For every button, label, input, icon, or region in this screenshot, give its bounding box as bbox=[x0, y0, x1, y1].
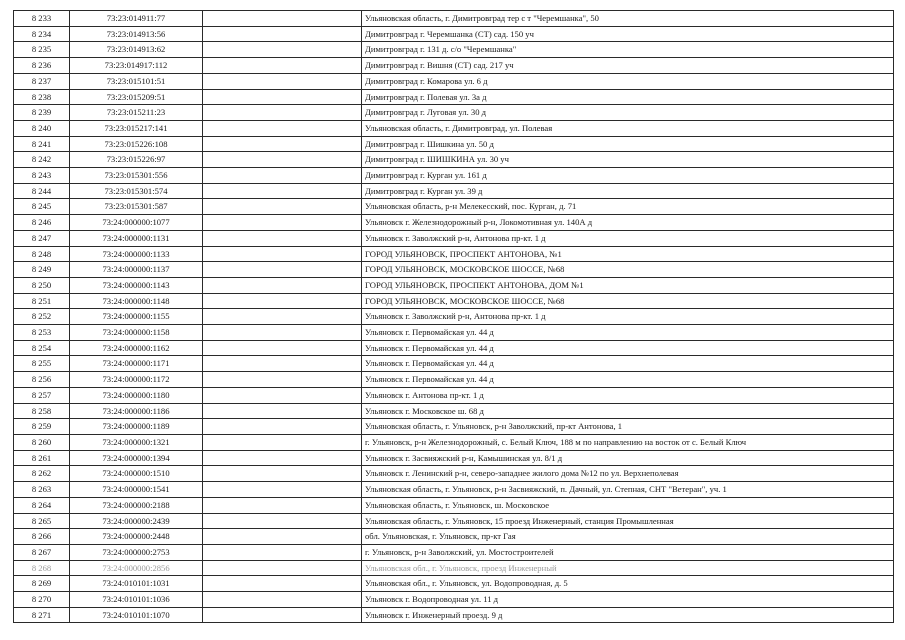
table-row bbox=[14, 372, 894, 388]
table-row bbox=[14, 529, 894, 545]
address-cell: Ульяновск г. Заволжский р-н, Антонова пр-кт. 1 д bbox=[362, 230, 894, 246]
table-row bbox=[14, 246, 894, 262]
row-number-cell: 8 258 bbox=[14, 403, 70, 419]
registry-body bbox=[14, 11, 894, 623]
address-cell: Димитровград г. Курган ул. 161 д bbox=[362, 168, 894, 184]
empty-cell bbox=[203, 105, 362, 121]
cadastral-number-cell: 73:24:000000:2188 bbox=[70, 497, 203, 513]
table-row bbox=[14, 183, 894, 199]
cadastral-number-cell: 73:24:010101:1070 bbox=[70, 607, 203, 623]
cadastral-number-cell: 73:24:000000:1131 bbox=[70, 230, 203, 246]
row-number-cell: 8 256 bbox=[14, 372, 70, 388]
cadastral-number-cell: 73:24:000000:1394 bbox=[70, 450, 203, 466]
cadastral-number-cell: 73:24:000000:1143 bbox=[70, 277, 203, 293]
empty-cell bbox=[203, 120, 362, 136]
address-cell: Ульяновская область, г. Ульяновск, р-н Заволжский, пр-кт Антонова, 1 bbox=[362, 419, 894, 435]
address-cell: Димитровград г. ШИШКИНА ул. 30 уч bbox=[362, 152, 894, 168]
row-number-cell: 8 254 bbox=[14, 340, 70, 356]
cadastral-number-cell: 73:24:000000:1077 bbox=[70, 215, 203, 231]
table-row bbox=[14, 58, 894, 74]
row-number-cell: 8 255 bbox=[14, 356, 70, 372]
row-number-cell: 8 237 bbox=[14, 73, 70, 89]
empty-cell bbox=[203, 529, 362, 545]
table-row bbox=[14, 120, 894, 136]
row-number-cell: 8 241 bbox=[14, 136, 70, 152]
empty-cell bbox=[203, 293, 362, 309]
table-row bbox=[14, 560, 894, 576]
cadastral-number-cell: 73:24:000000:1180 bbox=[70, 387, 203, 403]
row-number-cell: 8 269 bbox=[14, 576, 70, 592]
table-row bbox=[14, 42, 894, 58]
address-cell: Ульяновск г. Первомайская ул. 44 д bbox=[362, 325, 894, 341]
table-row bbox=[14, 403, 894, 419]
cadastral-number-cell: 73:23:015209:51 bbox=[70, 89, 203, 105]
cadastral-number-cell: 73:23:014911:77 bbox=[70, 11, 203, 27]
address-cell: Димитровград г. Комарова ул. 6 д bbox=[362, 73, 894, 89]
cadastral-number-cell: 73:24:010101:1031 bbox=[70, 576, 203, 592]
table-row bbox=[14, 497, 894, 513]
address-cell: ГОРОД УЛЬЯНОВСК, ПРОСПЕКТ АНТОНОВА, ДОМ №1 bbox=[362, 277, 894, 293]
table-row bbox=[14, 277, 894, 293]
address-cell: Ульяновск г. Засвияжский р-н, Камышинская ул. 8/1 д bbox=[362, 450, 894, 466]
cadastral-number-cell: 73:24:000000:2439 bbox=[70, 513, 203, 529]
empty-cell bbox=[203, 513, 362, 529]
row-number-cell: 8 235 bbox=[14, 42, 70, 58]
address-cell: Ульяновск г. Железнодорожный р-н, Локомотивная ул. 140А д bbox=[362, 215, 894, 231]
cadastral-number-cell: 73:24:000000:1321 bbox=[70, 434, 203, 450]
table-row bbox=[14, 482, 894, 498]
address-cell: Димитровград г. Полевая ул. 3а д bbox=[362, 89, 894, 105]
cadastral-number-cell: 73:24:000000:1510 bbox=[70, 466, 203, 482]
empty-cell bbox=[203, 544, 362, 560]
address-cell: Димитровград г. Курган ул. 39 д bbox=[362, 183, 894, 199]
table-row bbox=[14, 152, 894, 168]
address-cell: Ульяновск г. Инженерный проезд. 9 д bbox=[362, 607, 894, 623]
address-cell: обл. Ульяновская, г. Ульяновск, пр-кт Гая bbox=[362, 529, 894, 545]
cadastral-number-cell: 73:24:000000:1148 bbox=[70, 293, 203, 309]
table-row bbox=[14, 576, 894, 592]
empty-cell bbox=[203, 58, 362, 74]
cadastral-number-cell: 73:24:000000:2856 bbox=[70, 560, 203, 576]
row-number-cell: 8 252 bbox=[14, 309, 70, 325]
row-number-cell: 8 270 bbox=[14, 592, 70, 608]
address-cell: Ульяновск г. Антонова пр-кт. 1 д bbox=[362, 387, 894, 403]
cadastral-number-cell: 73:24:000000:1162 bbox=[70, 340, 203, 356]
table-row bbox=[14, 356, 894, 372]
empty-cell bbox=[203, 277, 362, 293]
empty-cell bbox=[203, 482, 362, 498]
empty-cell bbox=[203, 152, 362, 168]
row-number-cell: 8 262 bbox=[14, 466, 70, 482]
cadastral-number-cell: 73:23:014913:56 bbox=[70, 26, 203, 42]
address-cell: г. Ульяновск, р-н Заволжский, ул. Мостостроителей bbox=[362, 544, 894, 560]
empty-cell bbox=[203, 592, 362, 608]
row-number-cell: 8 239 bbox=[14, 105, 70, 121]
row-number-cell: 8 271 bbox=[14, 607, 70, 623]
address-cell: Ульяновск г. Первомайская ул. 44 д bbox=[362, 356, 894, 372]
empty-cell bbox=[203, 325, 362, 341]
row-number-cell: 8 250 bbox=[14, 277, 70, 293]
empty-cell bbox=[203, 215, 362, 231]
address-cell: Ульяновск г. Водопроводная ул. 11 д bbox=[362, 592, 894, 608]
empty-cell bbox=[203, 607, 362, 623]
table-row bbox=[14, 230, 894, 246]
empty-cell bbox=[203, 73, 362, 89]
table-row bbox=[14, 73, 894, 89]
empty-cell bbox=[203, 199, 362, 215]
row-number-cell: 8 266 bbox=[14, 529, 70, 545]
address-cell: Димитровград г. Луговая ул. 30 д bbox=[362, 105, 894, 121]
row-number-cell: 8 245 bbox=[14, 199, 70, 215]
cadastral-number-cell: 73:24:000000:1172 bbox=[70, 372, 203, 388]
row-number-cell: 8 247 bbox=[14, 230, 70, 246]
address-cell: Ульяновск г. Ленинский р-н, северо-западнее жилого дома №12 по ул. Верхнеполевая bbox=[362, 466, 894, 482]
row-number-cell: 8 243 bbox=[14, 168, 70, 184]
table-row bbox=[14, 466, 894, 482]
empty-cell bbox=[203, 136, 362, 152]
address-cell: Димитровград г. 131 д. с/о "Черемшанка" bbox=[362, 42, 894, 58]
cadastral-number-cell: 73:24:000000:1155 bbox=[70, 309, 203, 325]
address-cell: г. Ульяновск, р-н Железнодорожный, с. Белый Ключ, 188 м по направлению на восток от с. Белый Ключ bbox=[362, 434, 894, 450]
empty-cell bbox=[203, 466, 362, 482]
empty-cell bbox=[203, 497, 362, 513]
table-row bbox=[14, 387, 894, 403]
row-number-cell: 8 253 bbox=[14, 325, 70, 341]
row-number-cell: 8 244 bbox=[14, 183, 70, 199]
cadastral-number-cell: 73:23:014913:62 bbox=[70, 42, 203, 58]
cadastral-number-cell: 73:24:000000:1137 bbox=[70, 262, 203, 278]
address-cell: Ульяновская область, г. Димитровград тер с т "Черемшанка", 50 bbox=[362, 11, 894, 27]
empty-cell bbox=[203, 168, 362, 184]
empty-cell bbox=[203, 560, 362, 576]
address-cell: Ульяновск г. Заволжский р-н, Антонова пр-кт. 1 д bbox=[362, 309, 894, 325]
row-number-cell: 8 249 bbox=[14, 262, 70, 278]
address-cell: Ульяновск г. Московское ш. 68 д bbox=[362, 403, 894, 419]
empty-cell bbox=[203, 576, 362, 592]
empty-cell bbox=[203, 419, 362, 435]
empty-cell bbox=[203, 230, 362, 246]
cadastral-number-cell: 73:24:000000:1541 bbox=[70, 482, 203, 498]
table-row bbox=[14, 513, 894, 529]
table-row bbox=[14, 434, 894, 450]
table-row bbox=[14, 544, 894, 560]
address-cell: Димитровград г. Шишкина ул. 50 д bbox=[362, 136, 894, 152]
table-row bbox=[14, 136, 894, 152]
row-number-cell: 8 248 bbox=[14, 246, 70, 262]
empty-cell bbox=[203, 11, 362, 27]
row-number-cell: 8 263 bbox=[14, 482, 70, 498]
address-cell: Ульяновск г. Первомайская ул. 44 д bbox=[362, 372, 894, 388]
row-number-cell: 8 240 bbox=[14, 120, 70, 136]
address-cell: Димитровград г. Черемшанка (СТ) сад. 150 уч bbox=[362, 26, 894, 42]
table-row bbox=[14, 309, 894, 325]
table-row bbox=[14, 105, 894, 121]
cadastral-number-cell: 73:23:015226:97 bbox=[70, 152, 203, 168]
empty-cell bbox=[203, 450, 362, 466]
address-cell: Ульяновск г. Первомайская ул. 44 д bbox=[362, 340, 894, 356]
table-row bbox=[14, 340, 894, 356]
row-number-cell: 8 260 bbox=[14, 434, 70, 450]
row-number-cell: 8 268 bbox=[14, 560, 70, 576]
row-number-cell: 8 242 bbox=[14, 152, 70, 168]
empty-cell bbox=[203, 42, 362, 58]
table-row bbox=[14, 592, 894, 608]
empty-cell bbox=[203, 26, 362, 42]
cadastral-number-cell: 73:23:014917:112 bbox=[70, 58, 203, 74]
address-cell: Ульяновская область, г. Ульяновск, ш. Московское bbox=[362, 497, 894, 513]
empty-cell bbox=[203, 340, 362, 356]
table-row bbox=[14, 89, 894, 105]
cadastral-number-cell: 73:23:015217:141 bbox=[70, 120, 203, 136]
empty-cell bbox=[203, 403, 362, 419]
empty-cell bbox=[203, 309, 362, 325]
cadastral-number-cell: 73:24:000000:2753 bbox=[70, 544, 203, 560]
address-cell: Ульяновская область, г. Ульяновск, р-н Засвияжский, п. Дачный, ул. Степная, СНТ "Ветеран", уч. 1 bbox=[362, 482, 894, 498]
row-number-cell: 8 261 bbox=[14, 450, 70, 466]
cadastral-number-cell: 73:23:015101:51 bbox=[70, 73, 203, 89]
table-row bbox=[14, 199, 894, 215]
address-cell: ГОРОД УЛЬЯНОВСК, МОСКОВСКОЕ ШОССЕ, №68 bbox=[362, 262, 894, 278]
cadastral-number-cell: 73:24:000000:1171 bbox=[70, 356, 203, 372]
row-number-cell: 8 264 bbox=[14, 497, 70, 513]
empty-cell bbox=[203, 262, 362, 278]
cadastral-number-cell: 73:23:015301:574 bbox=[70, 183, 203, 199]
row-number-cell: 8 234 bbox=[14, 26, 70, 42]
empty-cell bbox=[203, 372, 362, 388]
address-cell: Ульяновская обл., г. Ульяновск, ул. Водопроводная, д. 5 bbox=[362, 576, 894, 592]
empty-cell bbox=[203, 434, 362, 450]
registry-table bbox=[13, 10, 894, 623]
table-row bbox=[14, 168, 894, 184]
empty-cell bbox=[203, 356, 362, 372]
cadastral-number-cell: 73:23:015211:23 bbox=[70, 105, 203, 121]
row-number-cell: 8 259 bbox=[14, 419, 70, 435]
cadastral-number-cell: 73:23:015226:108 bbox=[70, 136, 203, 152]
empty-cell bbox=[203, 246, 362, 262]
cadastral-number-cell: 73:24:000000:2448 bbox=[70, 529, 203, 545]
address-cell: ГОРОД УЛЬЯНОВСК, МОСКОВСКОЕ ШОССЕ, №68 bbox=[362, 293, 894, 309]
table-row bbox=[14, 607, 894, 623]
row-number-cell: 8 236 bbox=[14, 58, 70, 74]
row-number-cell: 8 238 bbox=[14, 89, 70, 105]
row-number-cell: 8 251 bbox=[14, 293, 70, 309]
row-number-cell: 8 233 bbox=[14, 11, 70, 27]
address-cell: Димитровград г. Вишня (СТ) сад. 217 уч bbox=[362, 58, 894, 74]
address-cell: ГОРОД УЛЬЯНОВСК, ПРОСПЕКТ АНТОНОВА, №1 bbox=[362, 246, 894, 262]
cadastral-number-cell: 73:24:000000:1133 bbox=[70, 246, 203, 262]
table-row bbox=[14, 325, 894, 341]
row-number-cell: 8 257 bbox=[14, 387, 70, 403]
table-row bbox=[14, 262, 894, 278]
table-row bbox=[14, 293, 894, 309]
table-row bbox=[14, 11, 894, 27]
address-cell: Ульяновская область, р-н Мелекесский, пос. Курган, д. 71 bbox=[362, 199, 894, 215]
cadastral-number-cell: 73:23:015301:587 bbox=[70, 199, 203, 215]
cadastral-number-cell: 73:24:000000:1186 bbox=[70, 403, 203, 419]
cadastral-number-cell: 73:24:000000:1158 bbox=[70, 325, 203, 341]
cadastral-number-cell: 73:23:015301:556 bbox=[70, 168, 203, 184]
cadastral-number-cell: 73:24:000000:1189 bbox=[70, 419, 203, 435]
table-row bbox=[14, 450, 894, 466]
row-number-cell: 8 265 bbox=[14, 513, 70, 529]
address-cell: Ульяновская область, г. Димитровград, ул. Полевая bbox=[362, 120, 894, 136]
row-number-cell: 8 267 bbox=[14, 544, 70, 560]
address-cell: Ульяновская область, г. Ульяновск, 15 проезд Инженерный, станция Промышленная bbox=[362, 513, 894, 529]
empty-cell bbox=[203, 183, 362, 199]
table-row bbox=[14, 26, 894, 42]
empty-cell bbox=[203, 387, 362, 403]
table-row bbox=[14, 419, 894, 435]
table-row bbox=[14, 215, 894, 231]
address-cell: Ульяновская обл., г. Ульяновск, проезд Инженерный bbox=[362, 560, 894, 576]
empty-cell bbox=[203, 89, 362, 105]
row-number-cell: 8 246 bbox=[14, 215, 70, 231]
cadastral-number-cell: 73:24:010101:1036 bbox=[70, 592, 203, 608]
